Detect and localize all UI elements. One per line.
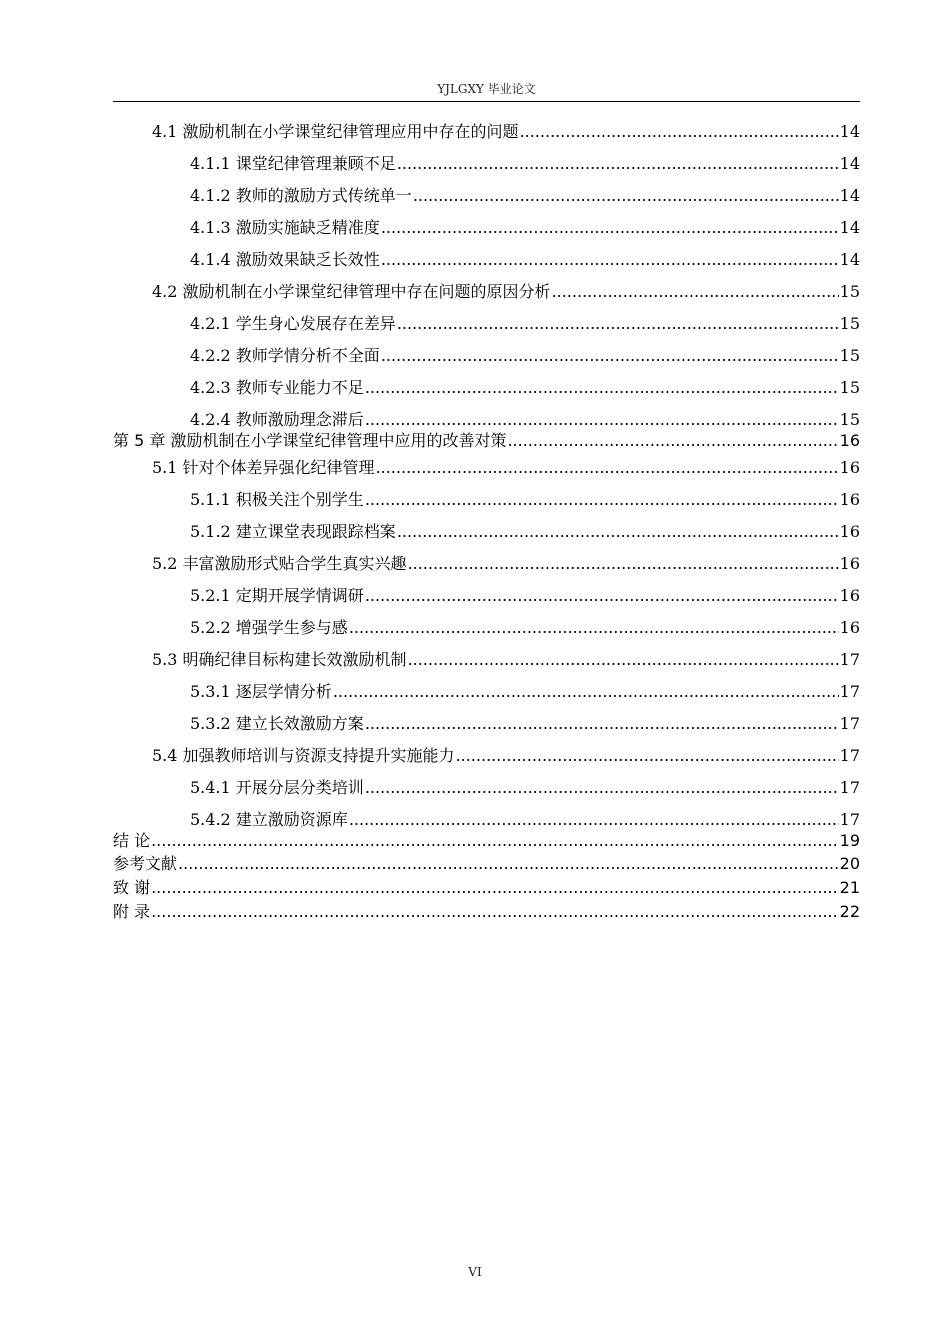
toc-entry-page-number: 17 [839,810,860,829]
toc-entry[interactable] [113,244,860,276]
toc-entry-title: 4.1.1 课堂纪律管理兼顾不足 [190,154,396,173]
toc-entry-title: 5.3.2 建立长效激励方案 [190,714,364,733]
toc-entry-page-number: 21 [839,878,860,897]
toc-entry-page-number: 15 [839,314,860,333]
toc-dot-leader [151,900,839,924]
toc-dot-leader [397,148,839,180]
toc-dot-leader [333,676,839,708]
toc-entry-title: 4.1.3 激励实施缺乏精准度 [190,218,380,237]
toc-dot-leader [365,372,839,404]
toc-dot-leader [349,612,839,644]
toc-entry-title: 第 5 章 激励机制在小学课堂纪律管理中应用的改善对策 [113,431,507,450]
toc-entry-page-number: 17 [839,650,860,669]
toc-entry[interactable] [113,676,860,708]
toc-entry-page-number: 15 [839,346,860,365]
toc-dot-leader [151,830,839,852]
toc-dot-leader [178,852,839,876]
toc-dot-leader [507,430,838,452]
toc-entry[interactable] [113,900,860,924]
toc-entry[interactable] [113,452,860,484]
toc-dot-leader [381,244,839,276]
toc-entry-title: 附 录 [113,902,151,921]
toc-entry-page-number: 14 [839,250,860,269]
toc-entry-title: 4.2.3 教师专业能力不足 [190,378,364,397]
toc-dot-leader [408,644,839,676]
toc-entry-title: 4.2 激励机制在小学课堂纪律管理中存在问题的原因分析 [152,282,551,301]
toc-dot-leader [151,876,839,900]
header-rule [113,101,860,102]
toc-entry-title: 致 谢 [113,878,151,897]
toc-dot-leader [376,452,839,484]
toc-entry-title: 5.1.1 积极关注个别学生 [190,490,364,509]
toc-entry[interactable] [113,116,860,148]
toc-entry-title: 5.2.1 定期开展学情调研 [190,586,364,605]
toc-entry[interactable] [113,612,860,644]
toc-entry-page-number: 17 [839,682,860,701]
toc-entry-page-number: 17 [839,778,860,797]
toc-dot-leader [365,580,839,612]
toc-entry-title: 参考文献 [113,854,178,873]
toc-dot-leader [381,212,839,244]
toc-entry-page-number: 14 [839,186,860,205]
toc-entry[interactable] [113,740,860,772]
toc-entry[interactable] [113,548,860,580]
toc-entry-page-number: 14 [839,122,860,141]
toc-entry-title: 5.2.2 增强学生参与感 [190,618,348,637]
toc-entry-page-number: 17 [839,714,860,733]
toc-entry-page-number: 16 [839,490,860,509]
toc-entry-page-number: 16 [839,554,860,573]
toc-entry[interactable] [113,340,860,372]
toc-dot-leader [381,340,839,372]
toc-entry-page-number: 19 [839,831,860,850]
toc-dot-leader [365,484,839,516]
toc-entry-title: 5.1.2 建立课堂表现跟踪档案 [190,522,396,541]
toc-entry[interactable] [113,372,860,404]
table-of-contents [113,116,860,924]
toc-entry-page-number: 22 [839,902,860,921]
toc-entry[interactable] [113,708,860,740]
toc-dot-leader [365,772,839,804]
toc-dot-leader [520,116,839,148]
toc-entry-page-number: 16 [839,522,860,541]
toc-entry-title: 4.2.1 学生身心发展存在差异 [190,314,396,333]
toc-dot-leader [552,276,839,308]
toc-entry-page-number: 14 [839,154,860,173]
toc-entry-page-number: 16 [839,618,860,637]
toc-dot-leader [408,548,839,580]
toc-entry[interactable] [113,430,860,452]
toc-entry[interactable] [113,830,860,852]
toc-entry-title: 4.1.4 激励效果缺乏长效性 [190,250,380,269]
toc-entry-title: 4.2.2 教师学情分析不全面 [190,346,380,365]
page-number-footer: VI [468,1265,482,1279]
toc-dot-leader [413,180,839,212]
toc-entry-title: 5.4.1 开展分层分类培训 [190,778,364,797]
toc-entry-title: 4.1.2 教师的激励方式传统单一 [190,186,412,205]
toc-dot-leader [456,740,839,772]
toc-entry[interactable] [113,644,860,676]
toc-entry-page-number: 16 [839,431,860,450]
toc-entry-page-number: 20 [839,854,860,873]
toc-entry[interactable] [113,580,860,612]
toc-entry-title: 5.1 针对个体差异强化纪律管理 [152,458,375,477]
toc-dot-leader [397,516,839,548]
toc-entry-title: 5.3 明确纪律目标构建长效激励机制 [152,650,407,669]
toc-entry-page-number: 15 [839,282,860,301]
toc-entry-title: 4.1 激励机制在小学课堂纪律管理应用中存在的问题 [152,122,519,141]
toc-entry[interactable] [113,308,860,340]
toc-entry-page-number: 14 [839,218,860,237]
toc-entry-page-number: 15 [839,378,860,397]
toc-dot-leader [365,708,839,740]
toc-entry-title: 5.2 丰富激励形式贴合学生真实兴趣 [152,554,407,573]
toc-entry-title: 4.2.4 教师激励理念滞后 [190,410,364,429]
toc-entry[interactable] [113,180,860,212]
toc-entry[interactable] [113,516,860,548]
toc-dot-leader [397,308,839,340]
toc-entry-title: 结 论 [113,831,151,850]
toc-entry[interactable] [113,148,860,180]
toc-entry-title: 5.4.2 建立激励资源库 [190,810,348,829]
toc-entry-title: 5.3.1 逐层学情分析 [190,682,332,701]
toc-entry-title: 5.4 加强教师培训与资源支持提升实施能力 [152,746,455,765]
toc-entry-page-number: 15 [839,410,860,429]
toc-entry[interactable] [113,484,860,516]
toc-entry[interactable] [113,876,860,900]
toc-entry[interactable] [113,772,860,804]
running-header: YJLGXY 毕业论文 [437,82,536,96]
toc-entry[interactable] [113,212,860,244]
toc-entry-page-number: 16 [839,458,860,477]
toc-entry-page-number: 17 [839,746,860,765]
toc-entry-page-number: 16 [839,586,860,605]
toc-entry[interactable] [113,852,860,876]
toc-entry[interactable] [113,276,860,308]
